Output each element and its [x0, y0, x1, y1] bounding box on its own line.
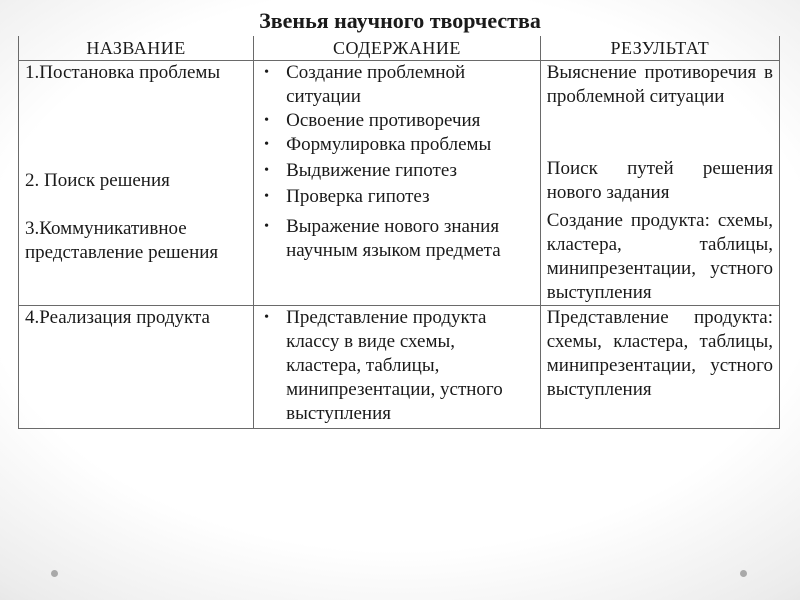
bullet-icon: •: [264, 219, 269, 234]
right-dot-icon: [740, 570, 747, 577]
list-item-text: Создание проблемной ситуации: [286, 62, 466, 107]
slide-title: Звенья научного творчества: [259, 8, 541, 33]
bullet-icon: •: [264, 310, 269, 325]
stage-name: 1.Постановка проблемы: [25, 62, 221, 83]
bullet-icon: •: [264, 189, 269, 204]
list-item: [264, 159, 534, 183]
stage-content-cell: [254, 306, 541, 429]
list-item: [264, 133, 534, 157]
table-row: [19, 61, 780, 306]
list-item: [264, 61, 534, 109]
stage-name-cell: [19, 61, 254, 306]
header-result: РЕЗУЛЬТАТ: [540, 36, 779, 61]
content-list: [260, 306, 534, 426]
bullet-icon: •: [264, 65, 269, 80]
list-item-text: Проверка гипотез: [286, 186, 430, 207]
creativity-stages-table: [18, 36, 780, 429]
stage-name: 4.Реализация продукта: [25, 307, 210, 328]
stage-result: Поиск путей решения нового задания: [546, 158, 773, 203]
bullet-icon: •: [264, 163, 269, 178]
header-content: СОДЕРЖАНИЕ: [254, 36, 541, 61]
list-item: [264, 185, 534, 209]
stage-result: Выяснение противоречия в проблемной ситуации: [546, 62, 773, 107]
stage-result: Представление продукта: схемы, кластера, таблицы, минипрезентации, устного выступления: [546, 307, 773, 400]
list-item-text: Формулировка проблемы: [286, 134, 492, 155]
stage-name: 3.Коммуникативное представление решения: [25, 218, 219, 263]
left-dot-icon: [51, 570, 58, 577]
content-list: [260, 61, 534, 263]
list-item-text: Представление продукта классу в виде схемы, кластера, таблицы, минипрезентации, устного выступления: [286, 307, 503, 424]
list-item-text: Выдвижение гипотез: [286, 160, 458, 181]
table-row: [19, 306, 780, 429]
list-item: [264, 215, 534, 263]
stage-name: 2. Поиск решения: [25, 170, 170, 191]
bullet-icon: •: [264, 113, 269, 128]
stage-content-cell: [254, 61, 541, 306]
list-item-text: Освоение противоречия: [286, 110, 481, 131]
stage-result: Создание продукта: схемы, кластера, таблицы, минипрезентации, устного выступления: [546, 210, 773, 303]
stage-result-cell: [540, 306, 779, 429]
list-item: [264, 109, 534, 133]
list-item-text: Выражение нового знания научным языком предмета: [286, 216, 501, 261]
bullet-icon: •: [264, 137, 269, 152]
stage-name-cell: [19, 306, 254, 429]
header-name: НАЗВАНИЕ: [19, 36, 254, 61]
stage-result-cell: [540, 61, 779, 306]
header-row: [19, 36, 780, 61]
list-item: [264, 306, 534, 426]
